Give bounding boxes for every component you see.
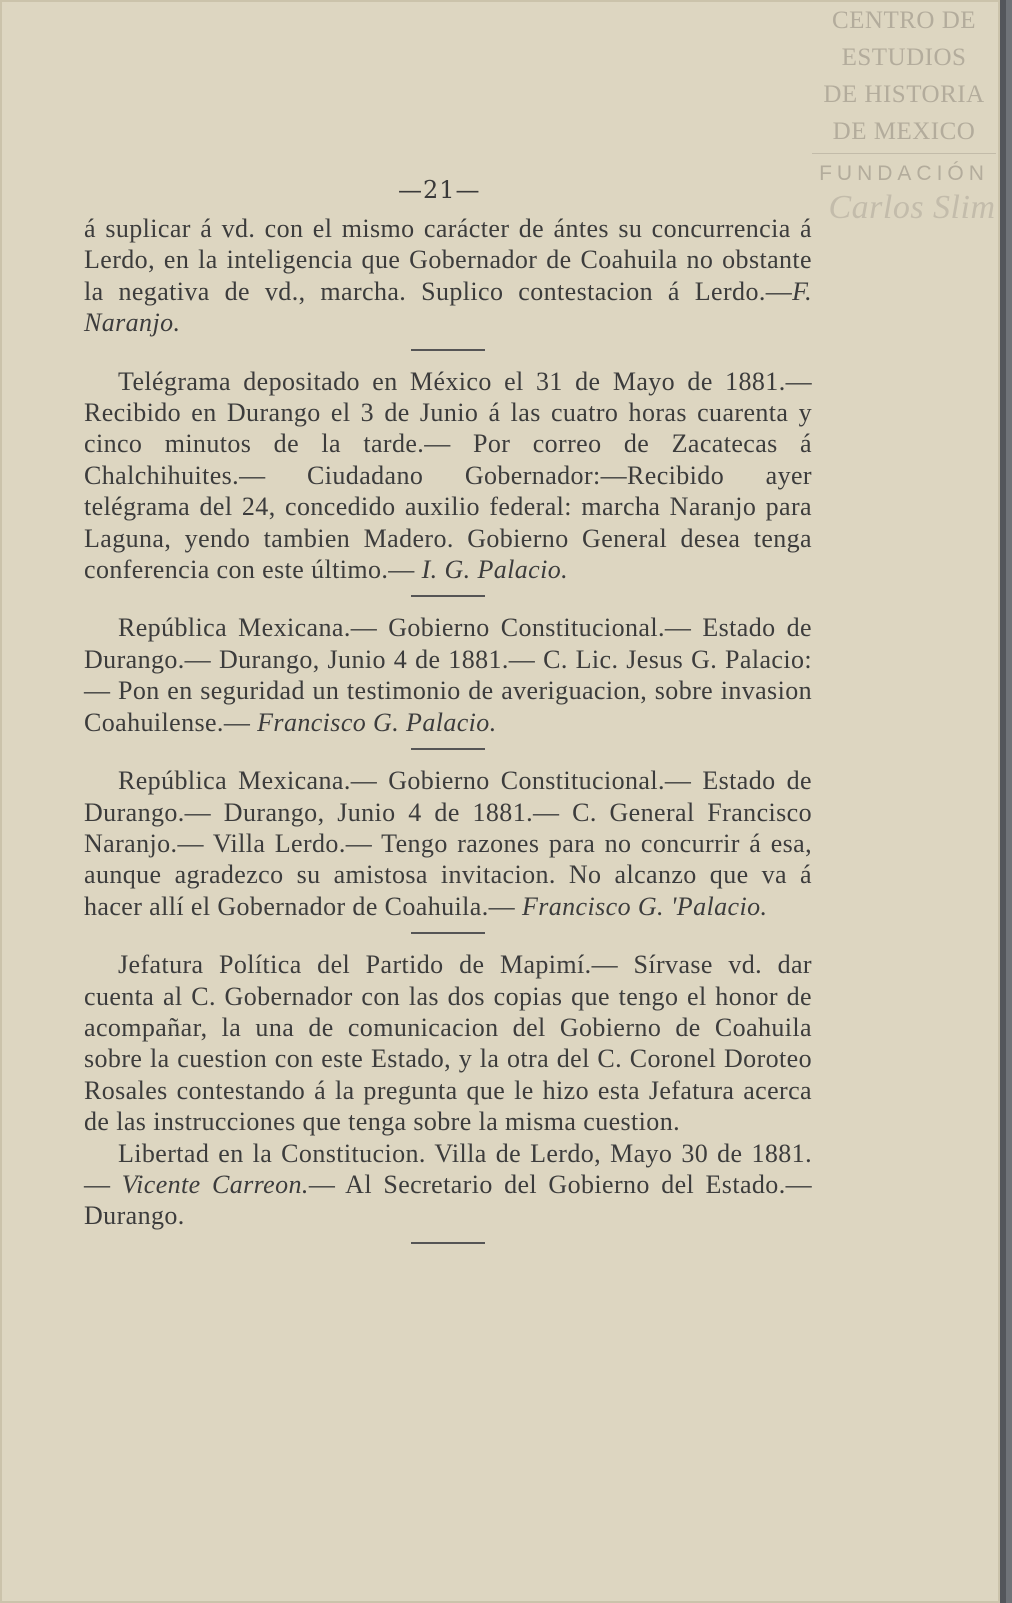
paragraph-4-text: República Mexicana.— Gobierno Constitucional.— Estado de Durango.— Durango, Junio 4 de 1881.— C. General Francisco Naranjo.— Villa Lerdo.— Tengo razones para no concurrir á esa, aunque agradezco su amistosa invitacion. No alcanzo que va á hacer allí el Gobernador de Coahuila.— (84, 766, 812, 921)
section-divider (411, 932, 485, 934)
watermark-line-1: CENTRO DE (831, 7, 977, 34)
watermark-divider (812, 153, 996, 154)
paragraph-3-signature: Francisco G. Palacio. (257, 707, 497, 737)
paragraph-1-signature: F. Naranjo. (84, 276, 812, 338)
paragraph-2 (84, 366, 812, 586)
closing-text: Libertad en la Constitucion. Villa de Lerdo, Mayo 30 de 1881.— (84, 1138, 812, 1199)
library-watermark (808, 2, 1000, 228)
paragraph-5-signature: Vicente Carreon. (121, 1169, 309, 1199)
paragraph-5 (84, 949, 812, 1137)
section-divider (411, 595, 485, 597)
paragraph-1-text: á suplicar á vd. con el mismo carácter de ántes su concurrencia á Lerdo, en la inteligencia que Gobernador de Coahuila no obstante la negativa de vd., marcha. Suplico contestacion á Lerdo.— (84, 214, 812, 306)
paragraph-1 (84, 213, 812, 339)
paragraph-2-signature: I. G. Palacio. (421, 555, 569, 585)
document-body (84, 213, 812, 1259)
addressee-text: — Al Secretario del Gobierno del Estado.— Durango. (84, 1169, 812, 1231)
paragraph-4-signature: Francisco G. 'Palacio. (521, 891, 768, 921)
watermark-line-2: ESTUDIOS (841, 44, 967, 71)
section-divider (411, 349, 485, 351)
paragraph-3-text: República Mexicana.— Gobierno Constitucional.— Estado de Durango.— Durango, Junio 4 de 1881.— C. Lic. Jesus G. Palacio:— Pon en seguridad un testimonio de averiguacion, sobre invasion Coahuilense.— (84, 613, 812, 737)
section-divider (411, 748, 485, 750)
section-divider (411, 1242, 485, 1244)
paragraph-5-text: Jefatura Política del Partido de Mapimí.— Sírvase vd. dar cuenta al C. Gobernador con las dos copias que tengo el honor de acompañar, la una de comunicacion del Gobierno de Coahuila sobre la cuestion con este Estado, y la otra del C. Coronel Doroteo Rosales contestando á la pregunta que le hizo esta Jefatura acerca de las instrucciones que tenga sobre la misma cuestion. (84, 950, 812, 1137)
watermark-line-3: DE HISTORIA (823, 81, 985, 108)
watermark-fundacion: FUNDACIÓN (819, 162, 989, 185)
paragraph-4 (84, 765, 812, 922)
paragraph-3 (84, 612, 812, 738)
paragraph-2-text: Telégrama depositado en México el 31 de Mayo de 1881.— Recibido en Durango el 3 de Junio á las cuatro horas cuarenta y cinco minutos de la tarde.— Por correo de Zacatecas á Chalchihuites.— Ciudadano Gobernador:—Recibido ayer telégrama del 24, concedido auxilio federal: marcha Naranjo para Laguna, yendo tambien Madero. Gobierno General desea tenga conferencia con este último.— (84, 366, 812, 585)
watermark-line-4: DE MEXICO (832, 118, 976, 145)
paragraph-5-closing (84, 1138, 812, 1232)
page-number: —21— (398, 176, 481, 204)
watermark-signature: Carlos Slim (828, 189, 996, 226)
